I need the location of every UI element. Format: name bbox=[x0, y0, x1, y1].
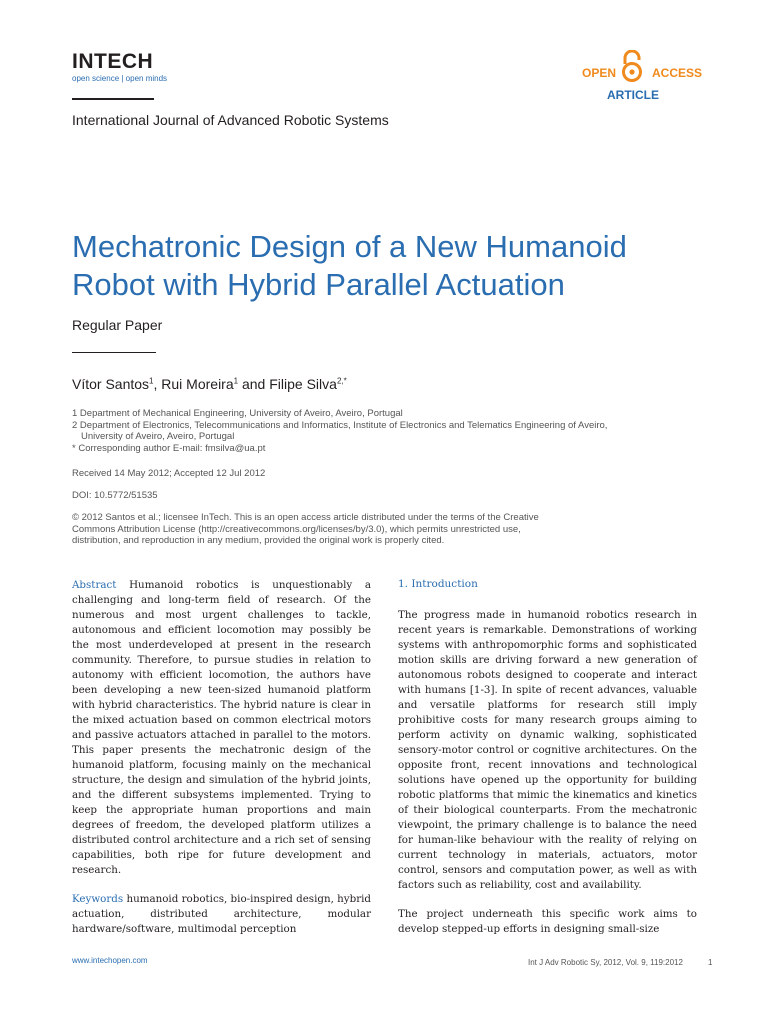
intro-paragraph: The progress made in humanoid robotics research in recent years is remarkable. Demonstrations of working systems with anthropomorphic forms and sophisticated motion skills are driving forward a new generation of autonomous robots designed to cooperate and interact with humans [1-3]. In spite of recent advances, valuable and versatile platforms for research still imply prohibitive costs for many research groups aiming to perform activity on dynamic walking, sophisticated sensory-motor control or cognitive architectures. On the opposite front, recent innovations and technological solutions have opened up the opportunity for building robotic platforms that mimic the kinematics and kinetics of their biological counterparts. From the mechatronic viewpoint, the primary challenge is to balance the need for human-like behaviour with the reality of relying on current technology in materials, actuators, motor control, sensors and computation power, as well as with factors such as reliability, cost and availability. bbox=[398, 609, 697, 891]
journal-name: International Journal of Advanced Robotic Systems bbox=[72, 112, 389, 128]
author-affiliation-mark: 1 bbox=[149, 376, 154, 386]
author-separator: , bbox=[153, 376, 162, 392]
author-separator: and bbox=[238, 376, 270, 392]
open-access-open-label: OPEN bbox=[582, 66, 617, 80]
open-access-access-label: ACCESS bbox=[652, 66, 703, 80]
logo-divider bbox=[72, 98, 154, 100]
paper-type: Regular Paper bbox=[72, 317, 163, 333]
page-number: 1 bbox=[708, 958, 713, 967]
affiliation-line: 2 Department of Electronics, Telecommunications and Informatics, Institute of Electronics and Telematics Engineering of Aveiro, bbox=[72, 419, 608, 431]
citation-info: Int J Adv Robotic Sy, 2012, Vol. 9, 119:2012 bbox=[528, 958, 683, 967]
abstract-label: Abstract bbox=[72, 579, 117, 591]
license-line: Commons Attribution License (http://creativecommons.org/licenses/by/3.0), which permits unrestricted use, bbox=[72, 523, 521, 535]
author-name: Vítor Santos bbox=[72, 376, 150, 392]
abstract-paragraph bbox=[72, 578, 371, 878]
paper-title: Mechatronic Design of a New Humanoid Robot with Hybrid Parallel Actuation bbox=[72, 229, 627, 302]
author-affiliation-mark: 1 bbox=[233, 376, 239, 386]
author-affiliation-mark: 2,* bbox=[336, 376, 347, 386]
corresponding-author: * Corresponding author E-mail: fmsilva@ua.pt bbox=[72, 442, 266, 454]
keywords-paragraph bbox=[72, 892, 371, 937]
open-access-lock-icon bbox=[620, 50, 644, 82]
doi: DOI: 10.5772/51535 bbox=[72, 490, 158, 501]
introduction-column bbox=[398, 608, 697, 937]
open-access-article-label: ARTICLE bbox=[607, 88, 659, 102]
publisher-tagline: open science | open minds bbox=[72, 74, 168, 83]
keywords-text: humanoid robotics, bio-inspired design, hybrid actuation, distributed architecture, modular hardware/software, multimodal perception bbox=[72, 893, 371, 935]
section-heading: 1. Introduction bbox=[398, 578, 478, 590]
affiliation-line: 1 Department of Mechanical Engineering, University of Aveiro, Aveiro, Portugal bbox=[72, 408, 403, 419]
affiliations bbox=[72, 408, 712, 454]
received-dates: Received 14 May 2012; Accepted 12 Jul 2012 bbox=[72, 468, 266, 479]
title-divider bbox=[72, 352, 156, 353]
author-name: Filipe Silva bbox=[269, 376, 337, 392]
abstract-text: Humanoid robotics is unquestionably a challenging and long-term field of research. Of the numerous and most urgent challenges to tackle, autonomous and efficient locomotion may possibly be the most underdeveloped at present in the research community. Therefore, to pursue studies in relation to autonomy with efficient locomotion, the authors have been developing a new teen-sized humanoid platform with hybrid characteristics. The hybrid nature is clear in the mixed actuation based on common electrical motors and passive actuators attached in parallel to the motors. This paper presents the mechatronic design of the humanoid platform, focusing mainly on the mechanical structure, the design and simulation of the hybrid joints, and the different subsystems implemented. Trying to keep the appropriate human proportions and main degrees of freedom, the developed platform utilizes a distributed control architecture and a rich set of sensing capabilities, both ripe for future development and research. bbox=[72, 579, 371, 876]
author-name: Rui Moreira bbox=[161, 376, 234, 392]
license-notice bbox=[72, 512, 712, 547]
affiliation-line: University of Aveiro, Aveiro, Portugal bbox=[81, 431, 235, 442]
publisher-logo: INTECH bbox=[72, 50, 154, 73]
license-line: distribution, and reproduction in any medium, provided the original work is properly cited. bbox=[72, 535, 445, 546]
license-line: © 2012 Santos et al.; licensee InTech. This is an open access article distributed under the terms of the Creative bbox=[72, 512, 539, 523]
keywords-label: Keywords bbox=[72, 893, 124, 905]
publisher-website-link[interactable]: www.intechopen.com bbox=[72, 956, 148, 965]
author-list bbox=[72, 376, 347, 392]
abstract-column bbox=[72, 578, 371, 937]
intro-paragraph: The project underneath this specific work aims to develop stepped-up efforts in designing small-size bbox=[398, 908, 697, 935]
